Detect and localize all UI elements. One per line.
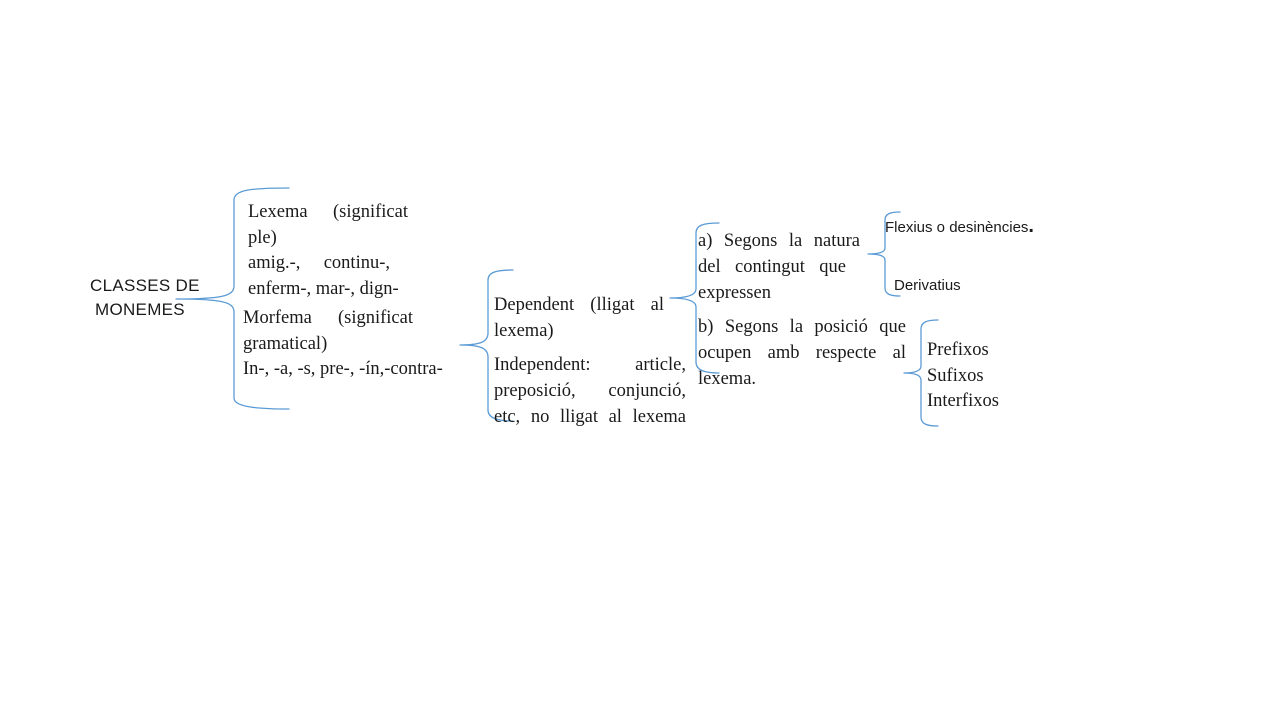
node-independent — [494, 352, 686, 430]
node-morfema — [243, 306, 473, 383]
independent-line-2: preposició, conjunció, — [494, 381, 686, 401]
affix-interfixos: Interfixos — [927, 391, 999, 411]
criterion-a-line-3: expressen — [698, 283, 771, 303]
node-lexema — [248, 200, 408, 302]
root-node-classes-de-monemes — [90, 274, 200, 322]
derivatius-label: Derivatius — [894, 277, 961, 294]
criterion-a-line-1: a) Segons la natura — [698, 231, 860, 251]
affix-prefixos: Prefixos — [927, 340, 989, 360]
dependent-line-2: lexema) — [494, 321, 554, 341]
lexema-label-line-1: Lexema (significat — [248, 202, 408, 222]
lexema-label-line-2: ple) — [248, 227, 277, 248]
independent-line-1: Independent: article, — [494, 355, 686, 375]
flexius-label: Flexius o desinències — [885, 219, 1029, 236]
flexius-trailing-dot: . — [1028, 215, 1034, 237]
morfema-label-line-2: gramatical) — [243, 333, 328, 354]
criterion-b-line-1: b) Segons la posició que — [698, 317, 906, 337]
node-criterion-a — [698, 228, 860, 306]
node-affix-list — [927, 338, 999, 415]
morfema-label-line-1: Morfema (significat — [243, 308, 413, 328]
criterion-a-line-2: del contingut que — [698, 257, 846, 277]
node-criterion-b — [698, 314, 906, 392]
independent-line-3: etc, no lligat al lexema — [494, 407, 686, 427]
morfema-examples: In-, -a, -s, pre-, -ín,-contra- — [243, 359, 443, 379]
root-title-line-1: CLASSES DE — [90, 276, 200, 295]
node-dependent — [494, 292, 664, 344]
node-flexius — [885, 216, 1034, 238]
lexema-examples-line-1: amig.-, continu-, — [248, 253, 390, 273]
criterion-b-line-2: ocupen amb respecte al — [698, 343, 906, 363]
node-derivatius — [894, 276, 961, 296]
dependent-line-1: Dependent (lligat al — [494, 295, 664, 315]
lexema-examples-line-2: enferm-, mar-, dign- — [248, 278, 399, 299]
affix-sufixos: Sufixos — [927, 365, 984, 386]
criterion-b-line-3: lexema. — [698, 369, 757, 389]
root-title-line-2: MONEMES — [95, 300, 185, 319]
